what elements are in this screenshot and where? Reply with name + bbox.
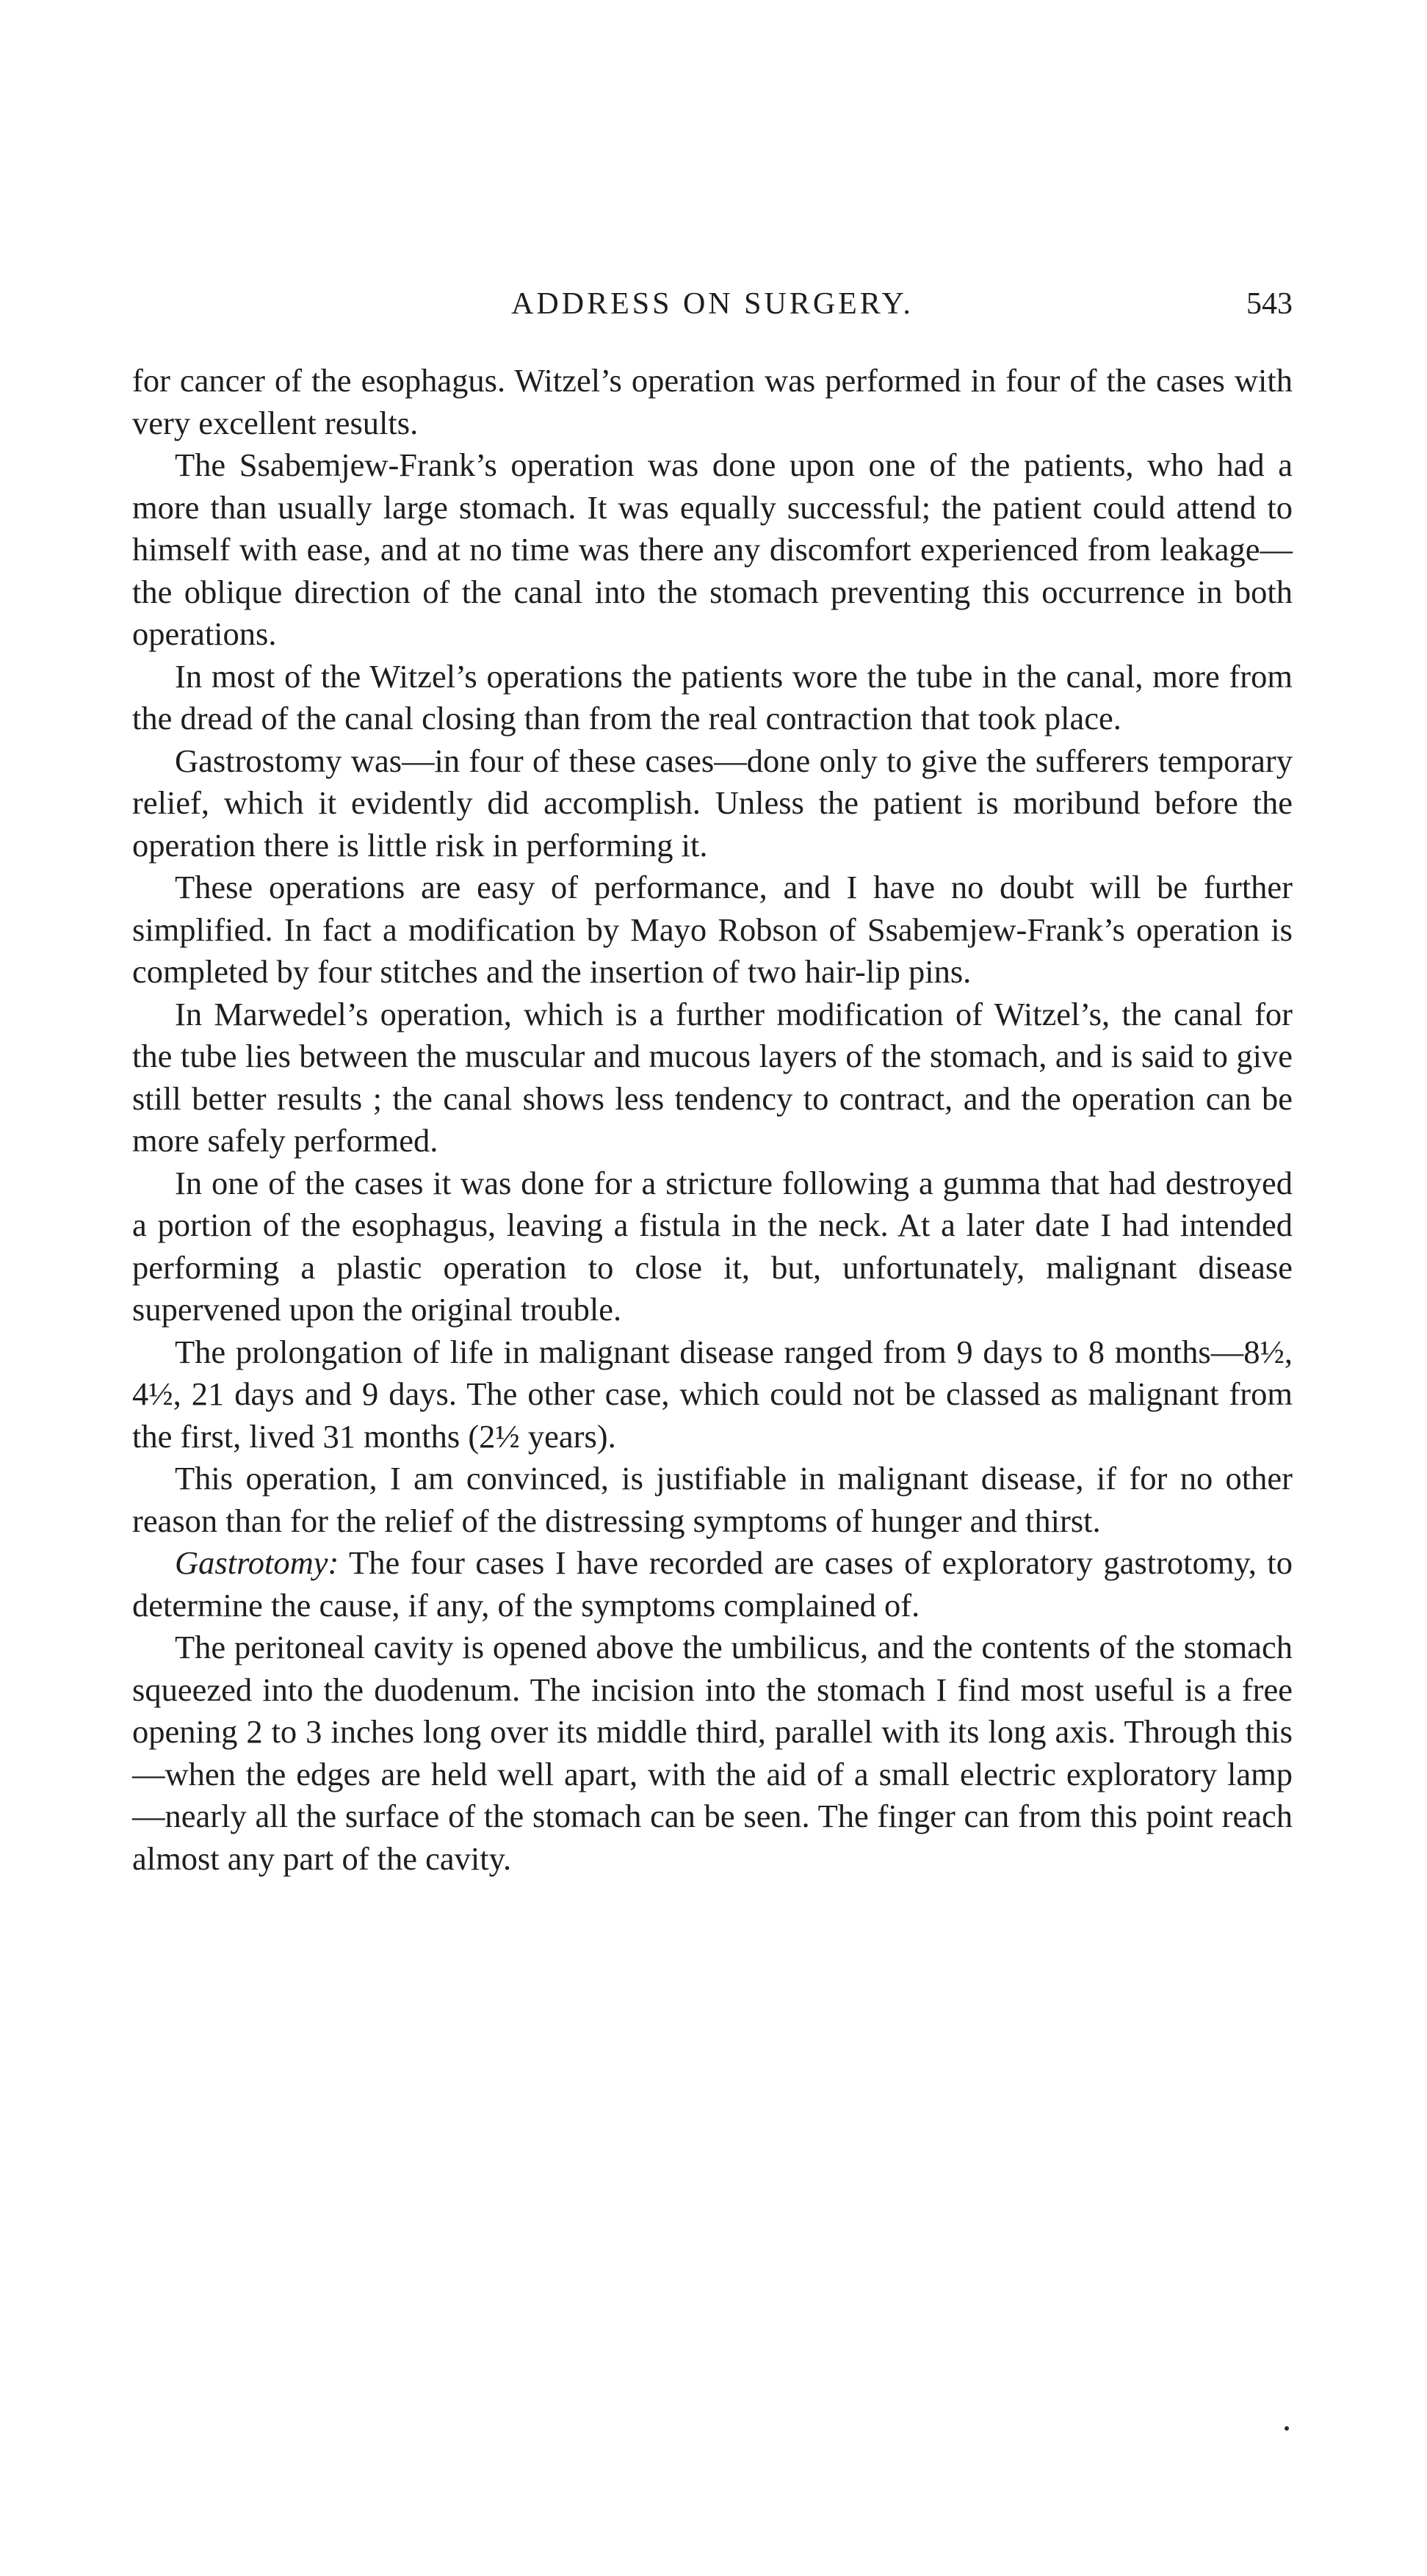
gastrotomy-heading: Gastrotomy: — [175, 1544, 339, 1581]
gastrotomy-text: The four cases I have recorded are cases of exploratory gastrotomy, to determine the cause, if any, of the symptoms complained of. — [132, 1544, 1293, 1624]
paragraph-witzel-tube: In most of the Witzel’s operations the patients wore the tube in the canal, more from the dread of the canal closing than from the real contraction that took place. — [132, 657, 1293, 737]
print-speck — [1285, 2426, 1289, 2431]
running-head — [132, 282, 1293, 326]
paragraph-operations-easy: These operations are easy of performance, and I have no doubt will be further simplified. In fact a modification by Mayo Robson of Ssabemjew-Frank’s operation is completed by four stitches and the insertion of two hair-lip pins. — [132, 869, 1293, 990]
paragraph-gastrostomy-relief: Gastrostomy was—in four of these cases—done only to give the sufferers temporary relief, which it evidently did accomplish. Unless the patient is moribund before the operation there is little risk in performing it. — [132, 742, 1293, 864]
paragraph-justifiable: This operation, I am convinced, is justifiable in malignant disease, if for no other reason than for the relief of the distressing symptoms of hunger and thirst. — [132, 1460, 1293, 1539]
page-number: 543 — [1246, 287, 1293, 321]
paragraph-continuation: for cancer of the esophagus. Witzel’s operation was performed in four of the cases with very excellent results. — [132, 362, 1293, 441]
paragraph-gastrotomy — [132, 1542, 1293, 1627]
paragraph-prolongation-of-life: The prolongation of life in malignant disease ranged from 9 days to 8 months—8½, 4½, 21 days and 9 days. The other case, which could not be classed as malignant from the first, lived 31 months (2½ years). — [132, 1333, 1293, 1455]
paragraph-stricture-gumma: In one of the cases it was done for a stricture following a gumma that had destroyed a portion of the esophagus, leaving a fistula in the neck. At a later date I had intended performing a plastic operation to close it, but, unfortunately, malignant disease supervened upon the original trouble. — [132, 1164, 1293, 1328]
paragraph-marwedel: In Marwedel’s operation, which is a further modification of Witzel’s, the canal for the tube lies between the muscular and mucous layers of the stomach, and is said to give still better results ; the canal shows less tendency to contract, and the operation can be more safely performed. — [132, 995, 1293, 1159]
running-title: ADDRESS ON SURGERY. — [511, 287, 914, 321]
body-text — [132, 360, 1293, 1880]
paragraph-peritoneal-cavity: The peritoneal cavity is opened above the umbilicus, and the contents of the stomach squeezed into the duodenum. The incision into the stomach I find most useful is a free opening 2 to 3 inches long over its middle third, parallel with its long axis. Through this—when the edges are held well apart, with the aid of a small electric exploratory lamp—nearly all the surface of the stomach can be seen. The finger can from this point reach almost any part of the cavity. — [132, 1629, 1293, 1877]
paragraph-ssabemjew-frank: The Ssabemjew-Frank’s operation was done upon one of the patients, who had a more than usually large stomach. It was equally successful; the patient could attend to himself with ease, and at no time was there any discomfort experienced from leakage—the oblique direction of the canal into the stomach preventing this occurrence in both operations. — [132, 446, 1293, 652]
